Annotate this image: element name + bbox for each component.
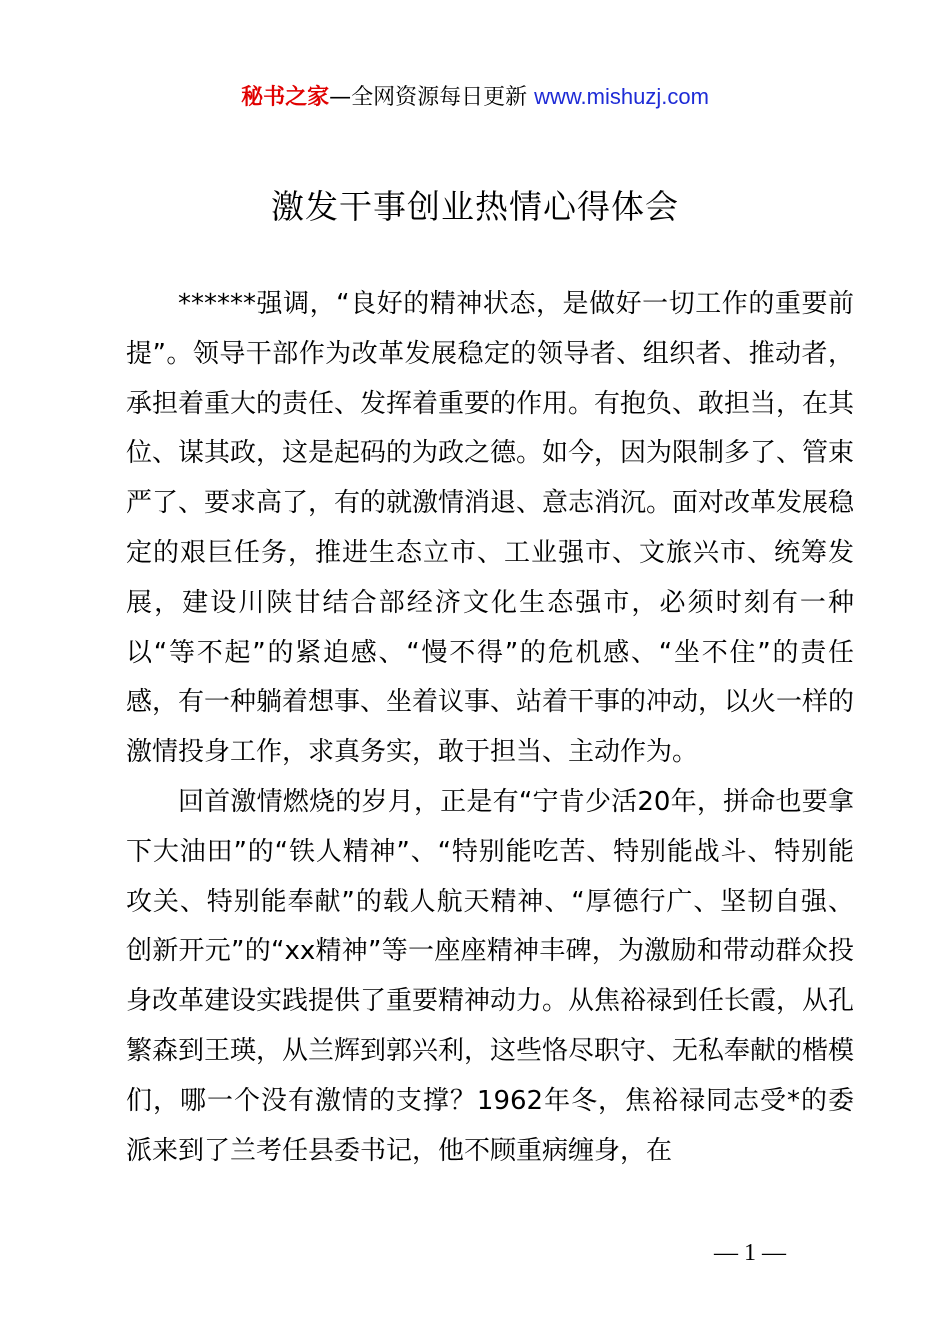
site-url-link[interactable]: www.mishuzj.com (534, 84, 709, 109)
paragraph: 回首激情燃烧的岁月，正是有“宁肯少活20年，拼命也要拿下大油田”的“铁人精神”、“特别能吃苦、特别能战斗、特别能攻关、特别能奉献”的载人航天精神、“厚德行广、坚韧自强、创新开元”的“xx精神”等一座座精神丰碑，为激励和带动群众投身改革建设实践提供了重要精神动力。从焦裕禄到任长霞，从孔繁森到王瑛，从兰辉到郭兴利，这些恪尽职守、无私奉献的楷模们，哪一个没有激情的支撑？1962年冬，焦裕禄同志受*的委派来到了兰考任县委书记，他不顾重病缠身，在 (126, 786, 855, 1166)
site-header (0, 80, 950, 115)
site-brand: 秘书之家 (241, 85, 330, 110)
document-title: 激发干事创业热情心得体会 (271, 187, 679, 226)
paragraph: ******强调，“良好的精神状态，是做好一切工作的重要前提”。领导干部作为改革发展稳定的领导者、组织者、推动者，承担着重大的责任、发挥着重要的作用。有抱负、敢担当，在其位、谋其政，这是起码的为政之德。如今，因为限制多了、管束严了、要求高了，有的就激情消退、意志消沉。面对改革发展稳定的艰巨任务，推进生态立市、工业强市、文旅兴市、统筹发展，建设川陕甘结合部经济文化生态强市，必须时刻有一种以“等不起”的紧迫感、“慢不得”的危机感、“坐不住”的责任感，有一种躺着想事、坐着议事、站着干事的冲动，以火一样的激情投身工作，求真务实，敢于担当、主动作为。 (126, 289, 855, 768)
document-body (126, 280, 854, 1176)
site-tagline: —全网资源每日更新 (329, 85, 535, 110)
page-number: — 1 — (714, 1240, 786, 1266)
